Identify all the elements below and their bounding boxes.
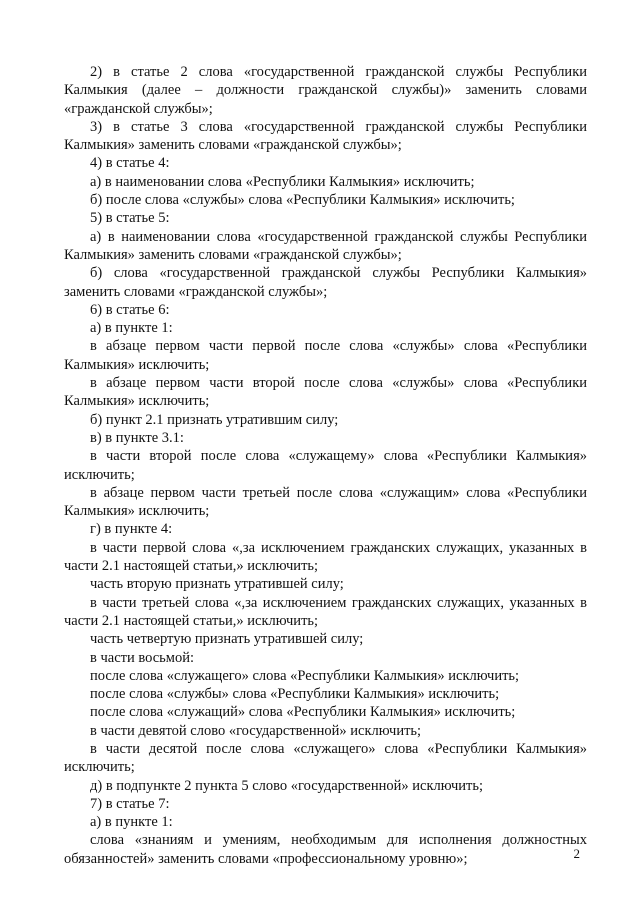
paragraph: 6) в статье 6: bbox=[90, 301, 170, 318]
paragraph: в абзаце первом части второй после слова «службы» слова «Республики Калмыкия» исключить; bbox=[64, 375, 587, 410]
paragraph: в части второй после слова «служащему» слова «Республики Калмыкия» исключить; bbox=[64, 448, 587, 483]
paragraph: в) в пункте 3.1: bbox=[90, 429, 184, 446]
paragraph: а) в пункте 1: bbox=[90, 320, 173, 337]
paragraph: б) пункт 2.1 признать утратившим силу; bbox=[90, 411, 339, 428]
paragraph: после слова «служащий» слова «Республики Калмыкия» исключить; bbox=[90, 704, 516, 721]
paragraph: часть вторую признать утратившей силу; bbox=[90, 576, 344, 593]
paragraph: а) в наименовании слова «Республики Калмыкия» исключить; bbox=[90, 173, 475, 190]
paragraph: в части первой слова «,за исключением гражданских служащих, указанных в части 2.1 настоящей статьи,» исключить; bbox=[64, 539, 587, 575]
paragraph: г) в пункте 4: bbox=[90, 521, 173, 538]
paragraph: в части третьей слова «,за исключением гражданских служащих, указанных в части 2.1 настоящей статьи,» исключить; bbox=[64, 594, 587, 629]
paragraph: б) слова «государственной гражданской службы Республики Калмыкия» заменить словами «гражданской службы»; bbox=[64, 265, 587, 300]
paragraph: в части десятой после слова «служащего» слова «Республики Калмыкия» исключить; bbox=[64, 740, 587, 776]
paragraph: а) в наименовании слова «государственной гражданской службы Республики Калмыкия» заменить словами «гражданской службы»; bbox=[64, 228, 587, 263]
paragraph: в абзаце первом части третьей после слова «служащим» слова «Республики Калмыкия» исключить; bbox=[64, 484, 587, 520]
paragraph: часть четвертую признать утратившей силу; bbox=[90, 631, 364, 648]
paragraph: в абзаце первом части первой после слова «службы» слова «Республики Калмыкия» исключить; bbox=[64, 338, 587, 373]
paragraph: 3) в статье 3 слова «государственной гражданской службы Республики Калмыкия» заменить словами «гражданской службы»; bbox=[64, 118, 587, 154]
paragraph: а) в пункте 1: bbox=[90, 814, 173, 831]
document-body bbox=[64, 63, 587, 868]
paragraph: в части девятой слово «государственной» исключить; bbox=[90, 722, 422, 739]
paragraph: после слова «служащего» слова «Республики Калмыкия» исключить; bbox=[90, 667, 520, 684]
paragraph: д) в подпункте 2 пункта 5 слово «государственной» исключить; bbox=[90, 777, 484, 794]
paragraph: б) после слова «службы» слова «Республики Калмыкия» исключить; bbox=[90, 192, 515, 209]
paragraph: 4) в статье 4: bbox=[90, 155, 170, 172]
page-number: 2 bbox=[573, 846, 580, 861]
paragraph: после слова «службы» слова «Республики Калмыкия» исключить; bbox=[90, 686, 500, 703]
paragraph: слова «знаниям и умениям, необходимым для исполнения должностных обязанностей» заменить словами «профессиональному уровню»; bbox=[64, 832, 587, 867]
paragraph: в части восьмой: bbox=[90, 649, 194, 666]
paragraph: 7) в статье 7: bbox=[90, 795, 170, 812]
paragraph: 2) в статье 2 слова «государственной гражданской службы Республики Калмыкия (далее – должности гражданской службы)» заменить словами «гражданской службы»; bbox=[64, 64, 587, 117]
paragraph: 5) в статье 5: bbox=[90, 210, 170, 227]
